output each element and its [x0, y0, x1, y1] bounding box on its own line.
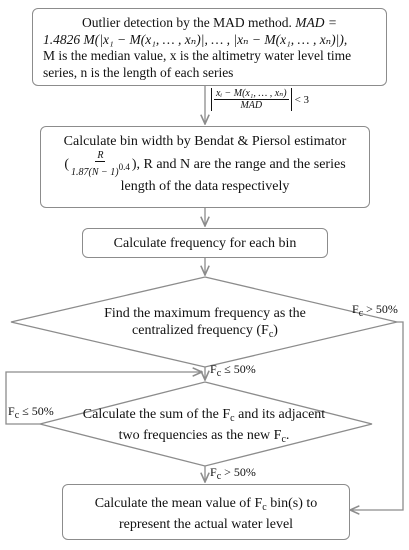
left-le-prefix: F [8, 404, 15, 418]
maxfreq-line1: Find the maximum frequency as the [104, 306, 306, 321]
frequency-step [82, 228, 328, 258]
sum-line1: Calculate the sum of the F [82, 407, 231, 422]
frequency-text: Calculate frequency for each bin [113, 235, 297, 251]
mid-le-sub: c [216, 368, 222, 379]
sum-line1-end: and its adjacent [234, 407, 326, 422]
bin-width-step: Calculate bin width by Bendat & Piersol estimator ( $\frac{R}{1.87(N - 1)0.4}$ ), R and N are the range and the series length of the data respectively [40, 126, 370, 208]
edge-label-mid-le [210, 362, 256, 381]
maxfreq-end: ) [273, 323, 278, 338]
mean-line2: represent the actual water level [118, 517, 294, 532]
mad-formula-label: MAD = [295, 15, 338, 30]
sum-frequency-text [68, 406, 340, 448]
binwidth-frac-exp: 0.4 [118, 162, 130, 172]
edge-label-right-gt [352, 302, 398, 321]
left-le-sub: c [14, 410, 20, 421]
condition-denominator: MAD [240, 100, 263, 111]
right-gt-text: > 50% [363, 302, 398, 316]
outlier-condition [211, 88, 309, 111]
mean-line1-end: bin(s) to [266, 496, 318, 511]
mad-line3: M is the median value, x is the altimetry water level time [43, 48, 352, 63]
right-gt-prefix: F [352, 302, 359, 316]
bottom-gt-text: > 50% [221, 465, 256, 479]
condition-numerator: xᵢ − M(x₁, … , xₙ) [216, 88, 287, 99]
maxfreq-sub: c [268, 329, 274, 340]
mid-le-prefix: F [210, 362, 217, 376]
arrow-maxfreq-to-mean [350, 322, 403, 510]
sum-line2-end: . [285, 428, 290, 443]
sum-line1-sub: c [230, 413, 235, 424]
maxfreq-line2: centralized frequency (F [132, 323, 269, 338]
binwidth-line2-suffix: ), R and N are the range and the series [131, 156, 346, 172]
mad-outlier-step [32, 8, 387, 86]
mean-value-step [62, 484, 350, 540]
max-frequency-text [100, 305, 310, 343]
left-le-text: ≤ 50% [19, 404, 54, 418]
bottom-gt-sub: c [216, 471, 222, 482]
binwidth-line3: length of the data respectively [120, 179, 290, 194]
sum-line2: two frequencies as the new F [118, 428, 282, 443]
mad-line4: series, n is the length of each series [43, 64, 234, 80]
mid-le-text: ≤ 50% [221, 362, 256, 376]
right-gt-sub: c [358, 308, 364, 319]
mean-line1-prefix: Calculate the mean value of F [94, 496, 263, 511]
condition-relation: < 3 [294, 93, 310, 106]
binwidth-line1: Calculate bin width by Bendat & Piersol estimator [63, 134, 347, 149]
mean-line1-sub: c [262, 502, 267, 513]
edge-label-left-le [8, 404, 54, 423]
mad-formula-line: 1.4826 M(|x₁ − M(x₁, … , xₙ)|, … , |xₙ − M(x₁, … , xₙ)|), [43, 31, 348, 47]
binwidth-frac-num: R [97, 150, 104, 161]
bottom-gt-prefix: F [210, 465, 217, 479]
binwidth-frac-den: 1.87(N − 1) [71, 167, 119, 178]
mad-line1-prefix: Outlier detection by the MAD method. [81, 15, 292, 30]
sum-line2-sub: c [281, 434, 286, 445]
edge-label-bottom-gt [210, 465, 256, 484]
